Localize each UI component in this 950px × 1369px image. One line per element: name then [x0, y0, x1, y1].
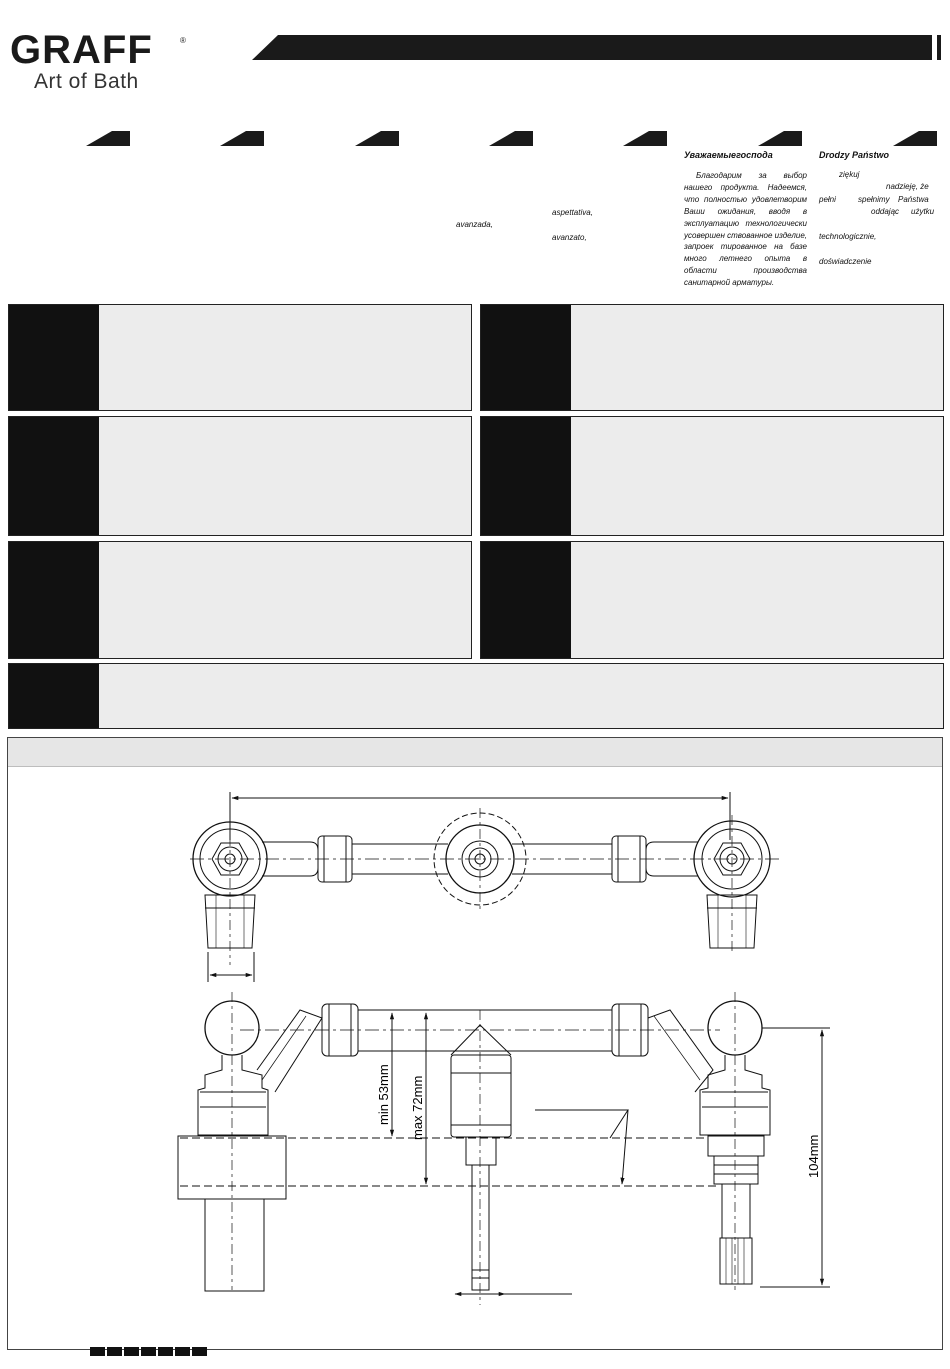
ru-title: Уважаемыегоспода	[684, 150, 773, 160]
es-word-1: avanzada,	[456, 220, 493, 229]
brand-tagline: Art of Bath	[34, 70, 139, 93]
panel-tab	[9, 664, 99, 728]
registered-mark: ®	[180, 36, 186, 45]
info-panel-4	[480, 416, 944, 536]
pl-word-3c: Państwa	[898, 195, 929, 204]
lang-tab-2	[220, 131, 264, 146]
info-panel-2	[480, 304, 944, 411]
language-tabs	[0, 128, 950, 150]
pl-word-3a: pełni	[819, 195, 836, 204]
panel-tab	[481, 417, 571, 535]
footer-block	[141, 1347, 156, 1356]
pl-word-5: technologicznie,	[819, 232, 877, 241]
panel-tab	[481, 305, 571, 410]
pl-word-2: nadzieję, że	[886, 182, 929, 191]
brand-logo: GRAFF	[10, 28, 153, 72]
info-panel-5	[8, 541, 472, 659]
footer-block	[107, 1347, 122, 1356]
max-dimension-label: max 72mm	[410, 1075, 425, 1140]
footer-block	[175, 1347, 190, 1356]
info-panel-3	[8, 416, 472, 536]
lang-tab-1	[86, 131, 130, 146]
panel-tab	[481, 542, 571, 658]
pl-word-4b: użytku	[911, 207, 935, 216]
lang-tab-6	[758, 131, 802, 146]
header-bar	[240, 32, 950, 62]
pl-word-1: ziękuj	[839, 170, 860, 179]
it-word-1: aspettativa,	[552, 208, 593, 217]
height-dimension-label: 104mm	[806, 1134, 821, 1178]
info-panel-6	[480, 541, 944, 659]
lang-tab-7	[893, 131, 937, 146]
lang-tab-3	[355, 131, 399, 146]
lang-tab-5	[623, 131, 667, 146]
panel-tab	[9, 305, 99, 410]
panel-tab	[9, 417, 99, 535]
pl-word-4a: oddając	[871, 207, 900, 216]
drawing-section-header	[8, 738, 942, 767]
min-dimension-label: min 53mm	[376, 1064, 391, 1125]
ru-body: Благодарим за выбор нашего продукта. Надеемся, что полностью удовлетворим Ваши ожидания, вводя в эксплуатацию технологически усовершен ствованное изделие, запроек тированное на базе много летнего опыта в области производства санитарной арматуры.	[684, 171, 807, 288]
panel-tab	[9, 542, 99, 658]
footer-block	[192, 1347, 207, 1356]
footer-block	[90, 1347, 105, 1356]
it-word-2: avanzato,	[552, 233, 587, 242]
technical-drawing	[0, 770, 950, 1345]
footer-block	[158, 1347, 173, 1356]
pl-title: Drodzy Państwo	[819, 150, 890, 160]
pl-word-3b: spełnimy	[858, 195, 890, 204]
info-panel-wide	[8, 663, 944, 729]
lang-tab-4	[489, 131, 533, 146]
footer-block	[124, 1347, 139, 1356]
info-panel-1	[8, 304, 472, 411]
pl-word-6: doświadczenie	[819, 257, 872, 266]
